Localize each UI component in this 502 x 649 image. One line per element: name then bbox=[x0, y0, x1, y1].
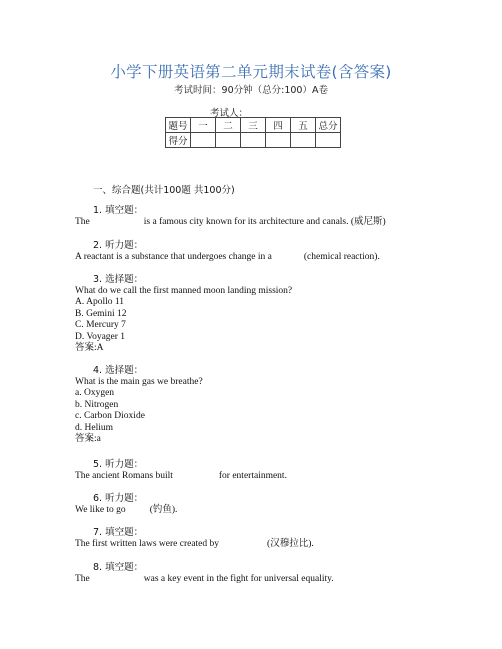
question-text bbox=[75, 217, 386, 229]
question-text bbox=[75, 539, 314, 551]
score-table-header-row bbox=[166, 118, 341, 133]
score-header-cell: 三 bbox=[241, 118, 266, 133]
option-a: a. Oxygen bbox=[75, 388, 115, 398]
question-text bbox=[75, 574, 334, 586]
question-3 bbox=[75, 274, 292, 355]
section-title: 一、综合题(共计100题 共100分) bbox=[93, 185, 235, 196]
score-cell bbox=[266, 133, 291, 148]
option-d: d. Helium bbox=[75, 422, 113, 433]
question-text-after-blank: (chemical reaction). bbox=[303, 251, 380, 262]
answer-key: 答案:A bbox=[75, 343, 104, 353]
exam-time-info: 考试时间：90分钟（总分:100）A卷 bbox=[174, 85, 328, 96]
question-text-before-blank: The bbox=[75, 216, 90, 227]
score-row-label: 得分 bbox=[166, 133, 191, 148]
score-header-cell: 总分 bbox=[316, 118, 341, 133]
question-stem: What is the main gas we breathe? bbox=[75, 376, 203, 387]
score-cell bbox=[216, 133, 241, 148]
question-text-before-blank: We like to go bbox=[75, 504, 126, 515]
option-c: C. Mercury 7 bbox=[75, 320, 126, 330]
question-7 bbox=[75, 527, 314, 550]
question-text-before-blank: The bbox=[75, 573, 90, 584]
question-text-after-blank: (汉穆拉比). bbox=[267, 538, 314, 549]
option-b: B. Gemini 12 bbox=[75, 308, 127, 319]
answer-key: 答案:a bbox=[75, 434, 101, 444]
question-1 bbox=[75, 205, 386, 228]
question-text bbox=[75, 471, 287, 483]
score-cell bbox=[241, 133, 266, 148]
question-5 bbox=[75, 459, 287, 482]
question-text-after-blank: for entertainment. bbox=[218, 470, 287, 481]
question-heading: 5. 听力题： bbox=[93, 459, 144, 470]
question-6 bbox=[75, 493, 177, 516]
question-text-after-blank: (钓鱼). bbox=[149, 504, 178, 515]
document-title: 小学下册英语第二单元期末试卷(含答案) bbox=[110, 63, 392, 81]
score-cell bbox=[291, 133, 316, 148]
question-heading: 3. 选择题： bbox=[93, 274, 144, 285]
score-header-cell: 五 bbox=[291, 118, 316, 133]
score-cell bbox=[191, 133, 216, 148]
option-a: A. Apollo 11 bbox=[75, 297, 124, 307]
option-c: c. Carbon Dioxide bbox=[75, 411, 145, 421]
question-8 bbox=[75, 562, 334, 585]
score-header-cell: 四 bbox=[266, 118, 291, 133]
question-stem: What do we call the first manned moon landing mission? bbox=[75, 285, 293, 296]
question-text-before-blank: A reactant is a substance that undergoes change in a bbox=[75, 251, 272, 262]
option-b: b. Nitrogen bbox=[75, 399, 119, 410]
score-cell bbox=[316, 133, 341, 148]
question-heading: 8. 填空题： bbox=[93, 562, 144, 573]
question-text-after-blank: was a key event in the fight for universal equality. bbox=[143, 573, 334, 584]
question-text-before-blank: The first written laws were created by bbox=[75, 538, 220, 549]
question-heading: 6. 听力题： bbox=[93, 493, 144, 504]
question-text bbox=[75, 505, 177, 517]
score-table bbox=[165, 117, 341, 148]
option-d: D. Voyager 1 bbox=[75, 331, 126, 342]
question-heading: 1. 填空题： bbox=[93, 205, 144, 216]
score-header-cell: 二 bbox=[216, 118, 241, 133]
question-text-before-blank: The ancient Romans built bbox=[75, 470, 173, 481]
question-text-after-blank: is a famous city known for its architecture and canals. (威尼斯) bbox=[143, 216, 386, 227]
question-heading: 7. 填空题： bbox=[93, 527, 144, 538]
question-4 bbox=[75, 365, 203, 446]
question-heading: 2. 听力题： bbox=[93, 240, 144, 251]
score-table-score-row bbox=[166, 133, 341, 148]
score-header-cell: 题号 bbox=[166, 118, 191, 133]
score-header-cell: 一 bbox=[191, 118, 216, 133]
examiner-label: 考试人： bbox=[210, 108, 249, 119]
question-text bbox=[75, 252, 380, 264]
question-2 bbox=[75, 240, 380, 263]
question-heading: 4. 选择题： bbox=[93, 365, 144, 376]
